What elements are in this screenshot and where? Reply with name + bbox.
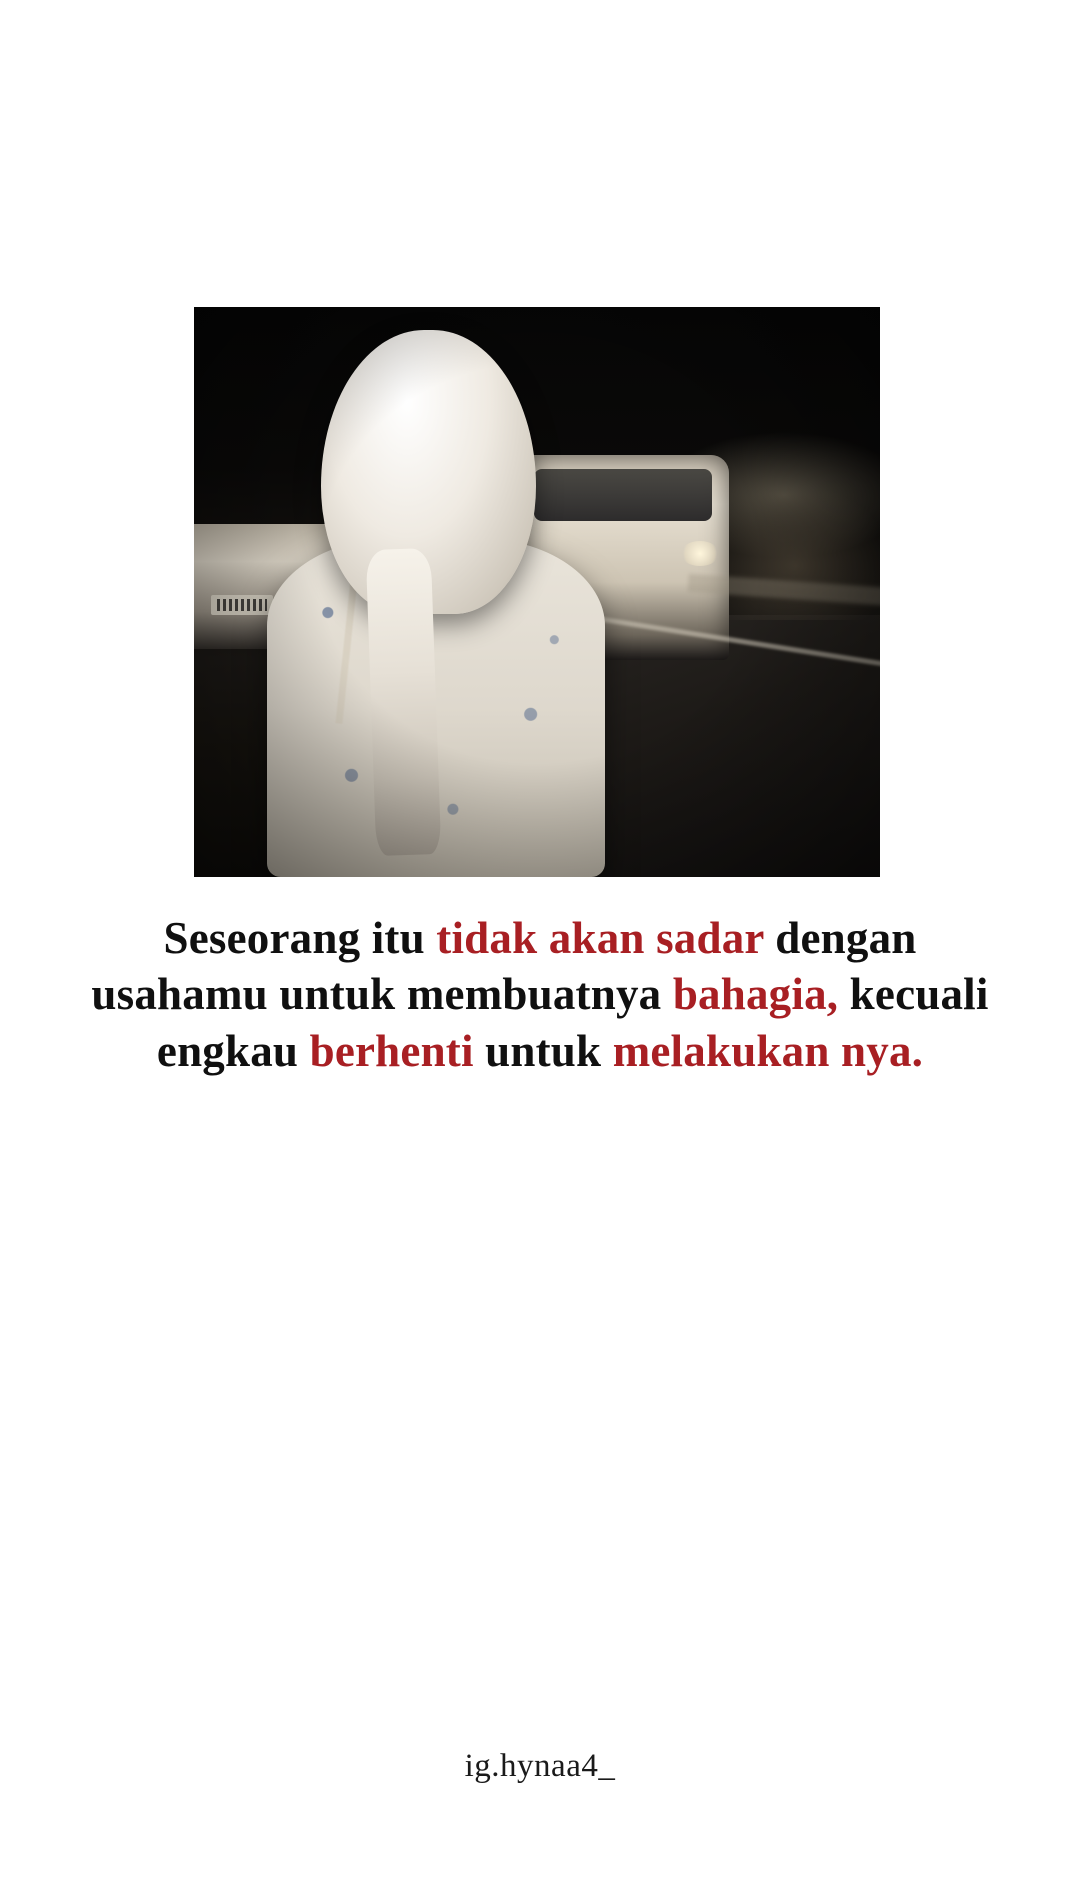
quote-text	[90, 910, 990, 1079]
van-taillight	[681, 541, 719, 567]
quote-segment-highlight: tidak akan sadar	[436, 913, 764, 963]
night-street-photo	[194, 307, 880, 877]
quote-segment-highlight: berhenti	[309, 1025, 474, 1076]
photo-frame	[194, 307, 880, 877]
quote-segment: Seseorang itu	[163, 913, 437, 963]
quote-segment: kecuali engkau	[156, 969, 989, 1076]
quote-segment-highlight: melakukan nya.	[612, 1025, 924, 1076]
author-handle: ig.hynaa4_	[464, 1748, 616, 1784]
person-figure	[256, 330, 640, 877]
quote-segment: untuk	[473, 1025, 613, 1076]
hijab-tail	[366, 548, 442, 857]
quote-segment-highlight: bahagia,	[672, 969, 839, 1020]
quote-segment: dengan usahamu untuk membuatnya	[91, 913, 917, 1020]
